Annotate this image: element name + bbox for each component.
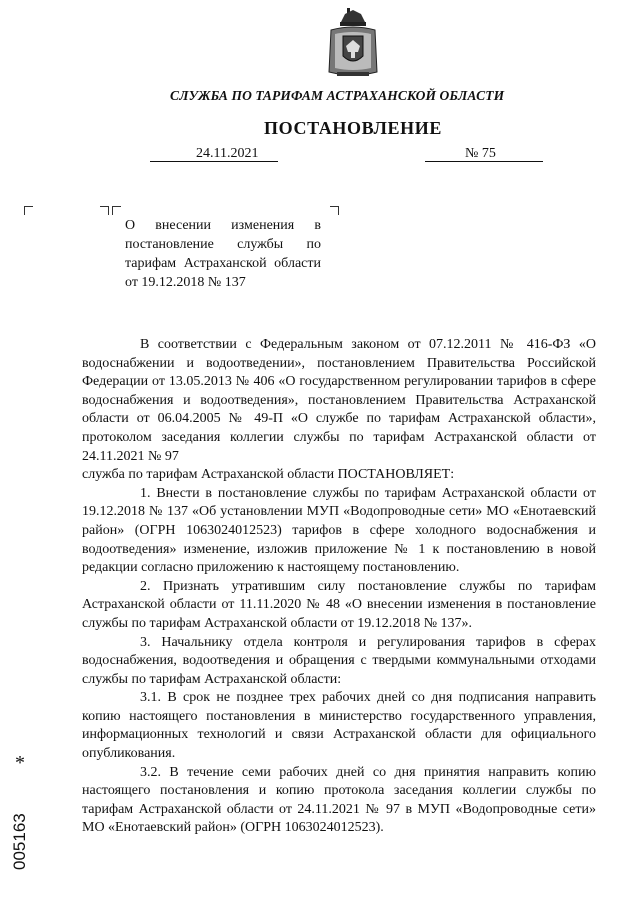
clause-2: 2. Признать утратившим силу постановление службы по тарифам Астраханской области от 11.11.2020 № 48 «О внесении изменения в постановление службы по тарифам Астраханской области от 19.12.2018 № 137».	[82, 578, 596, 631]
document-subject: О внесении изменения в постановление службы по тарифам Астраханской области от 19.12.2018 № 137	[125, 218, 321, 290]
document-body	[82, 336, 596, 838]
document-number: № 75	[465, 146, 496, 161]
coat-of-arms-emblem	[327, 8, 379, 82]
corner-mark	[100, 206, 109, 215]
date-underline	[150, 160, 278, 162]
issuing-authority: СЛУЖБА ПО ТАРИФАМ АСТРАХАНСКОЙ ОБЛАСТИ	[170, 88, 505, 103]
margin-registration-code	[8, 780, 32, 880]
clause-3-1: 3.1. В срок не позднее трех рабочих дней со дня подписания направить копию настоящего постановления в министерство государственного управления, информационных технологий и связи Астраханской области для официального опубликования.	[82, 690, 596, 762]
preamble-paragraph: В соответствии с Федеральным законом от 07.12.2011 № 416-ФЗ «О водоснабжении и водоотведении», постановлением Правительства Российской Федерации от 13.05.2013 № 406 «О государственном регулировании тарифов в сфере водоснабжения и водоотведения», постановлением Правительства Астраханской области от 06.04.2005 № 49-П «О службе по тарифам Астраханской области», протоколом заседания коллегии службы по тарифам Астраханской области от 24.11.2021 № 97	[82, 337, 596, 464]
clause-3: 3. Начальнику отдела контроля и регулирования тарифов в сферах водоснабжения, водоотведения и обращения с твердыми коммунальными отходами службы по тарифам Астраханской области:	[82, 634, 596, 687]
margin-asterisk: *	[15, 752, 25, 774]
clause-1: 1. Внести в постановление службы по тарифам Астраханской области от 19.12.2018 № 137 «Об установлении МУП «Водопроводные сети» МО «Енотаевский район» (ОГРН 1063024012523) тарифов в сфере холодного водоснабжения и водоотведения» изменение, изложив приложение № 1 к постановлению в новой редакции согласно приложению к настоящему постановлению.	[82, 485, 596, 576]
clause-3-2: 3.2. В течение семи рабочих дней со дня принятия направить копию настоящего постановления и копию протокола заседания коллегии службы по тарифам Астраханской области от 24.11.2021 № 97 в МУП «Водопроводные сети» МО «Енотаевский район» (ОГРН 1063024012523).	[82, 764, 596, 836]
resolution-paragraph: служба по тарифам Астраханской области ПОСТАНОВЛЯЕТ:	[82, 467, 455, 483]
corner-mark	[24, 206, 33, 215]
document-date: 24.11.2021	[196, 146, 259, 161]
corner-mark	[330, 206, 339, 215]
number-underline	[425, 160, 543, 162]
corner-mark	[112, 206, 121, 215]
document-type-title: ПОСТАНОВЛЕНИЕ	[264, 118, 442, 138]
margin-code-text: 005163	[10, 813, 29, 870]
